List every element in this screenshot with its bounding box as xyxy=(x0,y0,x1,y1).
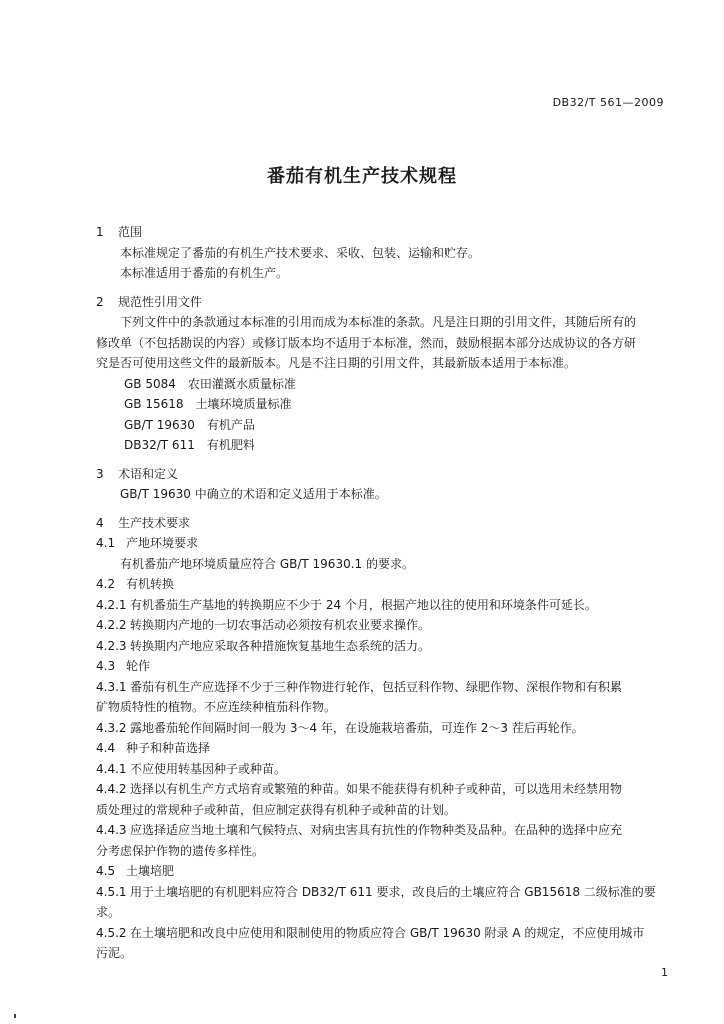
section-heading-3: 3 术语和定义 xyxy=(96,466,179,481)
clause-heading: 4.5 土壤培肥 xyxy=(96,864,175,878)
section-heading-4: 4 生产技术要求 xyxy=(96,515,191,530)
document-title: 番茄有机生产技术规程 xyxy=(267,166,457,187)
clause-heading: 4.3 轮作 xyxy=(96,659,151,673)
section-heading-2: 2 规范性引用文件 xyxy=(96,294,203,309)
clause: 4.2.3 转换期内产地应采取各种措施恢复基地生态系统的活力。 xyxy=(96,638,431,653)
standard-code: DB32/T 561—2009 xyxy=(552,96,664,109)
clause: 4.4.1 不应使用转基因种子或种苗。 xyxy=(96,761,287,776)
clause-continuation: 污泥。 xyxy=(96,946,133,960)
reference-item: GB 15618 土壤环境质量标准 xyxy=(124,397,292,411)
clause-heading: 4.2 有机转换 xyxy=(96,577,175,591)
clause-continuation: 求。 xyxy=(96,905,121,919)
paragraph-line: 修改单（不包括勘误的内容）或修订版本均不适用于本标准，然而，鼓励根据本部分达成协议的各方研 xyxy=(96,335,637,350)
paragraph-line: 究是否可使用这些文件的最新版本。凡是不注日期的引用文件，其最新版本适用于本标准。 xyxy=(96,356,577,370)
reference-item: GB 5084 农田灌溉水质量标准 xyxy=(124,376,296,391)
scan-mark xyxy=(14,1014,16,1018)
page-number: 1 xyxy=(661,966,668,979)
clause: 4.5.2 在土壤培肥和改良中应使用和限制使用的物质应符合 GB/T 19630 附录 A 的规定，不应使用城市 xyxy=(96,925,645,940)
clause: 4.3.2 露地番茄轮作间隔时间一般为 3～4 年，在设施栽培番茄，可连作 2～3 茬后再轮作。 xyxy=(96,720,584,735)
clause-heading: 4.4 种子和种苗选择 xyxy=(96,741,211,755)
section-heading-1: 1 范围 xyxy=(96,225,143,239)
clause: 4.2.2 转换期内产地的一切农事活动必须按有机农业要求操作。 xyxy=(96,618,431,632)
paragraph: GB/T 19630 中确立的术语和定义适用于本标准。 xyxy=(120,487,387,501)
clause-continuation: 分考虑保护作物的遗传多样性。 xyxy=(96,843,265,858)
clause: 4.2.1 有机番茄生产基地的转换期应不少于 24 个月，根据产地以往的使用和环境条件可延长。 xyxy=(96,597,597,612)
clause: 4.4.3 应选择适应当地土壤和气候特点、对病虫害具有抗性的作物种类及品种。在品种的选择中应充 xyxy=(96,823,623,837)
paragraph: 本标准适用于番茄的有机生产。 xyxy=(120,266,289,280)
clause: 4.4.2 选择以有机生产方式培育或繁殖的种苗。如果不能获得有机种子或种苗，可以选用未经禁用物 xyxy=(96,782,623,796)
document-body xyxy=(96,222,670,964)
paragraph-line: 下列文件中的条款通过本标准的引用而成为本标准的条款。凡是注日期的引用文件，其随后所有的 xyxy=(120,315,637,329)
reference-item: GB/T 19630 有机产品 xyxy=(124,417,255,432)
clause: 4.3.1 番茄有机生产应选择不少于三种作物进行轮作，包括豆科作物、绿肥作物、深根作物和有积累 xyxy=(96,679,623,694)
paragraph: 本标准规定了番茄的有机生产技术要求、采收、包装、运输和贮存。 xyxy=(120,245,481,260)
clause-continuation: 矿物质特性的植物。不应连续种植茄科作物。 xyxy=(96,700,337,714)
paragraph: 有机番茄产地环境质量应符合 GB/T 19630.1 的要求。 xyxy=(120,556,414,571)
clause-heading: 4.1 产地环境要求 xyxy=(96,536,199,550)
clause-continuation: 质处理过的常规种子或种苗，但应制定获得有机种子或种苗的计划。 xyxy=(96,802,457,817)
clause: 4.5.1 用于土壤培肥的有机肥料应符合 DB32/T 611 要求，改良后的土壤应符合 GB15618 二级标准的要 xyxy=(96,884,656,899)
reference-item: DB32/T 611 有机肥料 xyxy=(124,438,255,452)
